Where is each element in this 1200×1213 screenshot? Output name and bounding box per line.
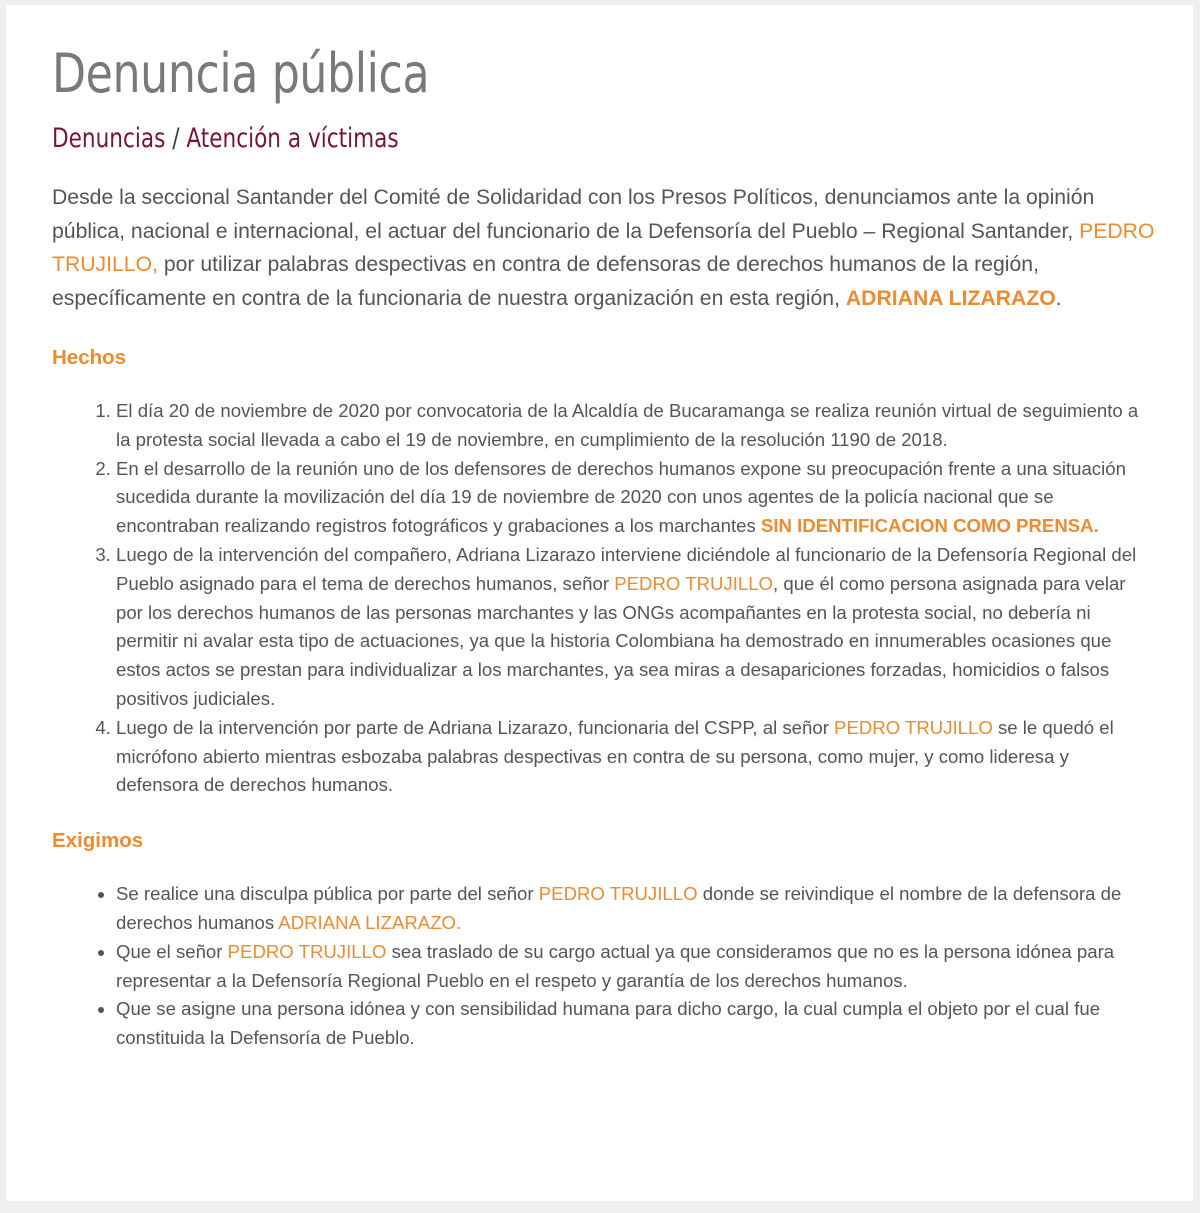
exigimos-list bbox=[52, 880, 1156, 1053]
hechos-item-4-text-before: Luego de la intervención por parte de Adriana Lizarazo, funcionaria del CSPP, al señor bbox=[116, 716, 835, 738]
intro-name-adriana-lizarazo: ADRIANA LIZARAZO bbox=[845, 286, 1056, 310]
hechos-item-3-text-before: Luego de la intervención del compañero, Adriana Lizarazo interviene diciéndole al funcionario de la Defensoría Regional del Pueblo asignado para el tema de derechos humanos, señor bbox=[116, 543, 1137, 594]
exigimos-list-item-3 bbox=[116, 995, 1156, 1053]
exigimos-item-1-highlight-2: ADRIANA LIZARAZO. bbox=[278, 911, 462, 933]
hechos-item-4-text-after: se le quedó el micrófono abierto mientras esbozaba palabras despectivas en contra de su persona, como mujer, y como lideresa y defensora de derechos humanos. bbox=[116, 716, 1114, 796]
exigimos-item-2-text-before: Que el señor bbox=[116, 940, 228, 962]
exigimos-item-1-text-middle: donde se reivindique el nombre de la defensora de derechos humanos bbox=[116, 883, 1122, 933]
exigimos-list-item-2 bbox=[116, 938, 1156, 996]
hechos-list-item-3 bbox=[116, 541, 1156, 714]
hechos-item-2-highlight: SIN IDENTIFICACION COMO PRENSA. bbox=[760, 515, 1099, 537]
intro-name-pedro-trujillo: PEDRO TRUJILLO, bbox=[52, 219, 1155, 276]
intro-paragraph bbox=[52, 181, 1156, 315]
hechos-item-2-text: En el desarrollo de la reunión uno de los defensores de derechos humanos expone su preocupación frente a una situación sucedida durante la movilización del día 19 de noviembre de 2020 con unos agentes de la policía nacional que se encontraban realizando registros fotográficos y grabaciones a los marchantes bbox=[116, 457, 1126, 537]
hechos-list-item-1 bbox=[116, 397, 1156, 455]
hechos-list-item-2 bbox=[116, 455, 1156, 541]
breadcrumb-link-denuncias[interactable]: Denuncias bbox=[52, 123, 166, 154]
exigimos-heading: Exigimos bbox=[52, 829, 144, 853]
hechos-heading: Hechos bbox=[52, 346, 127, 369]
hechos-item-1-text: El día 20 de noviembre de 2020 por convocatoria de la Alcaldía de Bucaramanga se realiza reunión virtual de seguimiento a la protesta social llevada a cabo el 19 de noviembre, en cumplimiento de la resolución 1190 de 2018. bbox=[116, 400, 1139, 450]
hechos-item-4-highlight: PEDRO TRUJILLO bbox=[834, 716, 993, 738]
exigimos-item-1-text-before: Se realice una disculpa pública por parte del señor bbox=[116, 883, 539, 905]
intro-text-1: Desde la seccional Santander del Comité de Solidaridad con los Presos Políticos, denunciamos ante la opinión pública, nacional e internacional, el actuar del funcionario de la Defensoría del Pueblo – Regional Santander, bbox=[52, 186, 1095, 243]
hechos-item-3-highlight: PEDRO TRUJILLO bbox=[614, 572, 774, 594]
exigimos-item-3-text: Que se asigne una persona idónea y con sensibilidad humana para dicho cargo, la cual cumpla el objeto por el cual fue constituida la Defensoría de Pueblo. bbox=[116, 998, 1101, 1049]
page-title: Denuncia pública bbox=[52, 42, 430, 105]
hechos-list-item-4 bbox=[116, 714, 1156, 800]
breadcrumb bbox=[52, 119, 933, 159]
hechos-item-3-text-after: , que él como persona asignada para velar por los derechos humanos de las personas marchantes y las ONGs acompañantes en la protesta social, no debería ni permitir ni avalar esta tipo de actuaciones, ya que la historia Colombiana ha demostrado en innumerables ocasiones que estos actos se prestan para individualizar a los marchantes, ya sea miras a desapariciones forzadas, homicidios o falsos positivos judiciales. bbox=[116, 572, 1126, 709]
article-card bbox=[6, 5, 1193, 1201]
intro-text-3: . bbox=[1055, 286, 1062, 310]
breadcrumb-link-atencion-victimas[interactable]: Atención a víctimas bbox=[186, 123, 399, 154]
exigimos-item-2-highlight: PEDRO TRUJILLO bbox=[227, 940, 387, 962]
exigimos-item-1-highlight-1: PEDRO TRUJILLO bbox=[538, 883, 698, 905]
intro-text-2: por utilizar palabras despectivas en contra de defensoras de derechos humanos de la región, específicamente en contra de la funcionaria de nuestra organización en esta región, bbox=[52, 253, 1039, 310]
exigimos-list-item-1 bbox=[116, 880, 1156, 938]
hechos-list bbox=[52, 397, 1156, 800]
breadcrumb-separator: / bbox=[165, 123, 187, 154]
exigimos-item-2-text-after: sea traslado de su cargo actual ya que consideramos que no es la persona idónea para representar a la Defensoría Regional Pueblo en el respeto y garantía de los derechos humanos. bbox=[116, 940, 1115, 991]
